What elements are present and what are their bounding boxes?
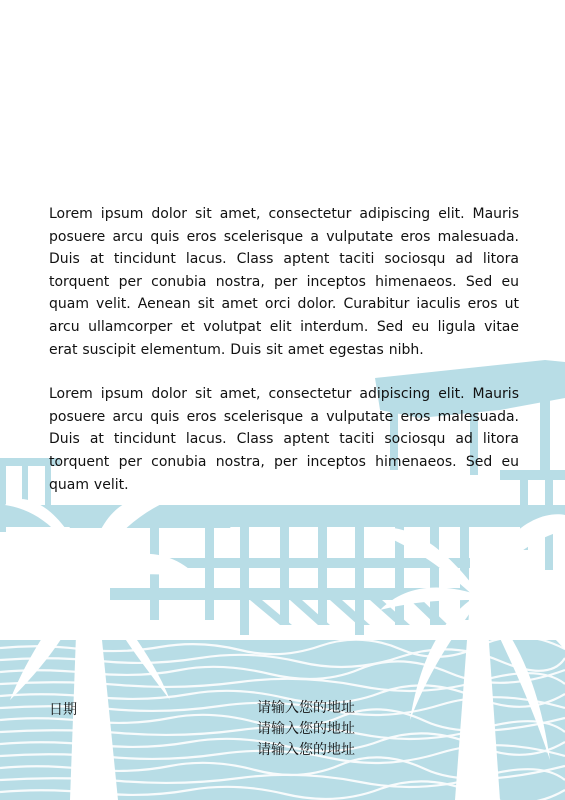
address-line: 请输入您的地址 — [257, 721, 355, 737]
paragraph-2: Lorem ipsum dolor sit amet, consectetur adipiscing elit. Mauris posuere arcu quis eros scelerisque a vulputate eros malesuada. Duis at tincidunt lacus. Class aptent taciti sociosqu ad litora torquent per conubia nostra, per inceptos himenaeos. Sed eu quam velit. — [49, 386, 519, 493]
address-line: 请输入您的地址 — [257, 700, 355, 716]
address-line: 请输入您的地址 — [257, 742, 355, 758]
body-text — [49, 203, 519, 518]
date-label: 日期 — [49, 702, 77, 718]
paragraph-1: Lorem ipsum dolor sit amet, consectetur adipiscing elit. Mauris posuere arcu quis eros scelerisque a vulputate eros malesuada. Duis at tincidunt lacus. Class aptent taciti sociosqu ad litora torquent per conubia nostra, per inceptos himenaeos. Sed eu quam velit. Aenean sit amet orci dolor. Curabitur iaculis eros ut arcu ullamcorper et volutpat elit interdum. Sed eu ligula vitae erat suscipit elementum. Duis sit amet egestas nibh. — [49, 206, 519, 358]
address-block — [257, 698, 355, 761]
